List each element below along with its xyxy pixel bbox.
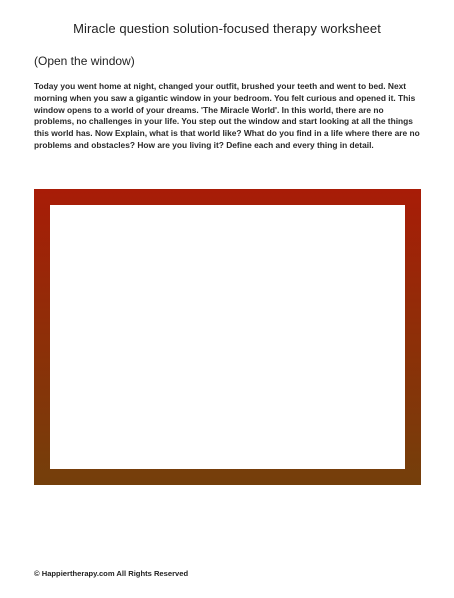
copyright-footer: © Happiertherapy.com All Rights Reserved bbox=[34, 569, 189, 578]
instructions-text: Today you went home at night, changed your outfit, brushed your teeth and went to bed. Next morning when you saw a gigantic window in your bedroom. You felt curious and opened it. This window opens to a world of your dreams. 'The Miracle World'. In this world, there are no problems, no challenges in your life. You step out the window and start looking at all the things this world has. Now Explain, what is that world like? What do you find in a life where there are no problems and obstacles? How are you living it? Define each and every thing in detail. bbox=[34, 81, 420, 150]
worksheet-subtitle: (Open the window) bbox=[34, 54, 135, 68]
answer-writing-area[interactable] bbox=[50, 205, 405, 469]
page-title: Miracle question solution-focused therapy worksheet bbox=[73, 21, 381, 36]
window-frame bbox=[34, 189, 421, 485]
